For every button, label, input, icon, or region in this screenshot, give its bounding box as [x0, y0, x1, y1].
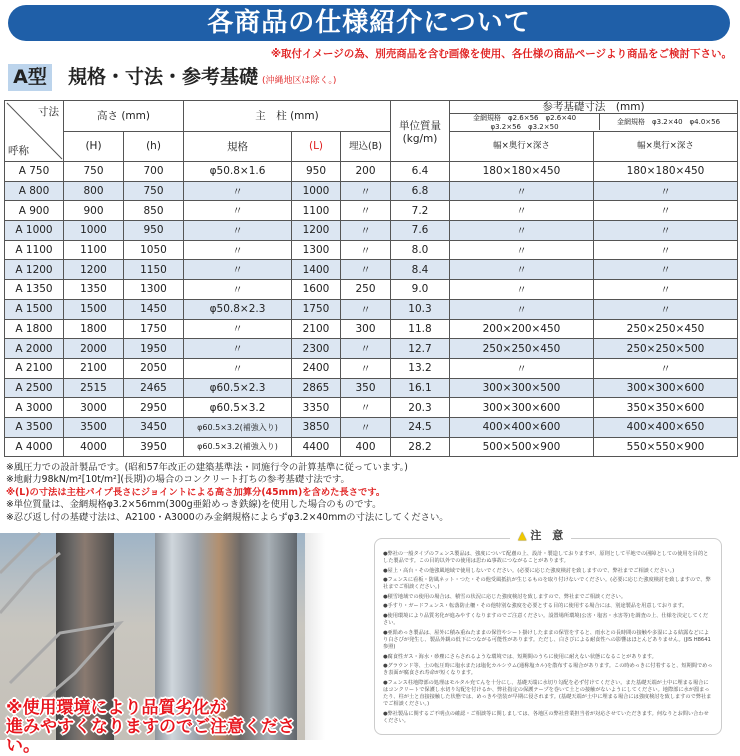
table-cell: 12.7 — [391, 339, 450, 359]
table-cell: 10.3 — [391, 299, 450, 319]
table-cell: 3350 — [292, 398, 341, 418]
table-cell: 6.4 — [391, 162, 450, 182]
table-cell: 1100 — [64, 240, 124, 260]
table-cell: 2950 — [124, 398, 184, 418]
table-cell: 750 — [64, 162, 124, 182]
table-cell: 〃 — [594, 201, 738, 221]
photo-caption — [6, 699, 325, 756]
caution-item: ●使用環境により品質劣化が進みやすくなりますのでご注意ください。設置場所環境(公害・塩害・水害等)を調査の上、仕様を決定してください。 — [383, 612, 709, 627]
table-cell: 〃 — [450, 181, 594, 201]
table-cell: 3000 — [64, 398, 124, 418]
table-cell: 〃 — [341, 398, 391, 418]
table-cell: 1200 — [64, 260, 124, 280]
footnote: ※忍び返し付の基礎寸法は、A2100・A3000のみ金網規格によらずφ3.2×40mmの寸法にしてください。 — [6, 511, 449, 523]
table-cell: 〃 — [594, 280, 738, 300]
table-cell: 1200 — [292, 221, 341, 241]
table-cell: 1950 — [124, 339, 184, 359]
table-cell: 2100 — [64, 358, 124, 378]
table-row — [5, 240, 738, 260]
table-cell: 28.2 — [391, 437, 450, 457]
mass-label: 単位質量 — [399, 119, 441, 132]
mass-header — [391, 101, 450, 162]
table-cell: 950 — [292, 162, 341, 182]
footnote: ※風圧力での設計製品です。(昭和57年改正の建築基準法・同施行令の計算基準に従っています。) — [6, 462, 408, 473]
caution-item: ●弊社の一般タイプのフェンス製品は、強度について配慮の上、設計・製造しておりますが、原則として平地での囲障としての使用を目的とした製品です。この目的以外での使用は思わぬ事故につながることがあります。 — [383, 551, 709, 565]
table-cell: 300×300×500 — [450, 378, 594, 398]
table-cell: φ50.8×1.6 — [184, 162, 292, 182]
table-cell: 350 — [341, 378, 391, 398]
table-cell: 1400 — [292, 260, 341, 280]
table-cell: 24.5 — [391, 417, 450, 437]
table-cell: A 3000 — [5, 398, 64, 418]
table-cell: 〃 — [341, 299, 391, 319]
col-spec: 規格 — [184, 131, 292, 162]
table-cell: 300×300×600 — [594, 378, 738, 398]
table-row — [5, 437, 738, 457]
table-cell: φ60.5×3.2(補強入り) — [184, 417, 292, 437]
table-cell: 〃 — [184, 201, 292, 221]
table-cell: 〃 — [341, 181, 391, 201]
table-cell: A 750 — [5, 162, 64, 182]
table-cell: 300×300×600 — [450, 398, 594, 418]
table-row — [5, 260, 738, 280]
table-cell: 7.2 — [391, 201, 450, 221]
col-h: (h) — [124, 131, 184, 162]
table-cell: 2465 — [124, 378, 184, 398]
table-cell: 2100 — [292, 319, 341, 339]
col-dim-a: 幅×奥行×深さ — [450, 131, 594, 162]
table-cell: 2300 — [292, 339, 341, 359]
caution-heading — [510, 527, 571, 545]
table-cell: 180×180×450 — [450, 162, 594, 182]
table-cell: A 1500 — [5, 299, 64, 319]
photo-caption-line: ※使用環境により品質劣化が — [6, 698, 227, 718]
table-cell: 300 — [341, 319, 391, 339]
table-cell: 13.2 — [391, 358, 450, 378]
mass-unit: (kg/m) — [402, 132, 438, 145]
table-cell: 〃 — [450, 201, 594, 221]
table-cell: 〃 — [341, 201, 391, 221]
table-cell: 〃 — [450, 260, 594, 280]
table-cell: 〃 — [184, 181, 292, 201]
table-cell: 〃 — [450, 358, 594, 378]
table-cell: 〃 — [184, 240, 292, 260]
table-cell: 6.8 — [391, 181, 450, 201]
table-row — [5, 417, 738, 437]
table-cell: 1300 — [124, 280, 184, 300]
table-cell: 2400 — [292, 358, 341, 378]
table-cell: 〃 — [184, 221, 292, 241]
table-cell: A 2500 — [5, 378, 64, 398]
table-cell: φ60.5×3.2 — [184, 398, 292, 418]
foundation-spec-a: 金網規格 φ2.6×56 φ2.6×40 φ3.2×56 φ3.2×50 — [450, 114, 600, 130]
table-cell: 〃 — [594, 358, 738, 378]
table-cell: 700 — [124, 162, 184, 182]
table-cell: A 1100 — [5, 240, 64, 260]
table-cell: 〃 — [450, 280, 594, 300]
table-cell: 8.0 — [391, 240, 450, 260]
table-cell: 16.1 — [391, 378, 450, 398]
table-row — [5, 201, 738, 221]
foundation-spec-b: 金網規格 φ3.2×40 φ4.0×56 — [617, 118, 721, 127]
caution-title: 注 意 — [530, 529, 564, 542]
table-row — [5, 378, 738, 398]
caution-item: ●亜鉛めっき製品は、屋外に積み重ねたままの保管やシート掛けしたままの保管をすると、雨水との長時間の接触や多湿による結露などにより白さびが発生し、製品外観の低下につながる可能性があります。ただし、白さびによる耐食性への影響はほとんどありません。(JIS H8641参照) — [383, 629, 711, 651]
foundation-title: 参考基礎寸法 (mm) — [450, 101, 737, 114]
table-cell: 1500 — [64, 299, 124, 319]
section-subtitle: (沖縄地区は除く。) — [262, 76, 337, 86]
table-cell: 400 — [341, 437, 391, 457]
caution-panel — [374, 529, 722, 735]
table-cell: 950 — [124, 221, 184, 241]
table-cell: 2000 — [64, 339, 124, 359]
table-cell: 9.0 — [391, 280, 450, 300]
table-cell: 〃 — [341, 358, 391, 378]
caution-item: ●腐食性ガス・海水・砂塵にさらされるような環境では、短期間のうちに使用に耐えない状態になることがあります。 — [383, 653, 657, 660]
table-cell: A 4000 — [5, 437, 64, 457]
footnote: ※地耐力98kN/m²[10t/m²](長期)の場合のコンクリート打ちの参考基礎寸法です。 — [6, 474, 350, 486]
footnote-highlight: ※(L)の寸法は主柱パイプ長さにジョイントによる高さ加算分(45mm)を含めた長さです。 — [6, 486, 386, 498]
caution-item: ●積雪地域での使用の場合は、積雪の状況に応じた強度検討を致しますので、弊社までご相談ください。 — [383, 593, 627, 600]
table-row — [5, 358, 738, 378]
table-cell: 550×550×900 — [594, 437, 738, 457]
table-row — [5, 319, 738, 339]
height-header: 高さ (mm) — [64, 101, 184, 132]
table-cell: 4000 — [64, 437, 124, 457]
col-dim-b: 幅×奥行×深さ — [594, 131, 738, 162]
table-cell: A 800 — [5, 181, 64, 201]
table-row — [5, 398, 738, 418]
table-cell: 〃 — [450, 221, 594, 241]
table-cell: 400×400×650 — [594, 417, 738, 437]
table-cell: 〃 — [184, 339, 292, 359]
table-cell: 200 — [341, 162, 391, 182]
table-cell: 〃 — [594, 221, 738, 241]
spec-table — [4, 100, 738, 457]
table-cell: 〃 — [341, 221, 391, 241]
table-cell: 〃 — [341, 417, 391, 437]
table-row — [5, 162, 738, 182]
table-cell: 250×250×500 — [594, 339, 738, 359]
caution-item: ●手すり・ガードフェンス・転落防止柵・その他特別な強度を必要とする目的に使用する場合には、別途製品を用意しております。 — [383, 603, 688, 610]
table-cell: 180×180×450 — [594, 162, 738, 182]
table-row — [5, 280, 738, 300]
table-cell: φ60.5×2.3 — [184, 378, 292, 398]
table-cell: 1000 — [64, 221, 124, 241]
table-cell: 1100 — [292, 201, 341, 221]
foundation-header — [450, 101, 738, 132]
table-cell: A 3500 — [5, 417, 64, 437]
table-cell: 250×250×450 — [450, 339, 594, 359]
table-cell: 350×350×600 — [594, 398, 738, 418]
table-row — [5, 339, 738, 359]
table-cell: 1300 — [292, 240, 341, 260]
col-L: (L) — [292, 131, 341, 162]
table-cell: A 1800 — [5, 319, 64, 339]
table-cell: 3850 — [292, 417, 341, 437]
table-cell: 1450 — [124, 299, 184, 319]
table-cell: 1350 — [64, 280, 124, 300]
table-cell: 4400 — [292, 437, 341, 457]
table-cell: 3500 — [64, 417, 124, 437]
table-cell: 1150 — [124, 260, 184, 280]
table-cell: A 2100 — [5, 358, 64, 378]
page-banner: 各商品の仕様紹介について — [8, 5, 730, 41]
table-cell: 750 — [124, 181, 184, 201]
table-cell: 200×200×450 — [450, 319, 594, 339]
table-cell: 1000 — [292, 181, 341, 201]
table-cell: 1050 — [124, 240, 184, 260]
corner-bottom-label: 呼称 — [8, 145, 29, 157]
col-B: 埋込(B) — [341, 131, 391, 162]
table-row — [5, 299, 738, 319]
table-cell: 2050 — [124, 358, 184, 378]
image-disclaimer: ※取付イメージの為、別売商品を含む画像を使用、各仕様の商品ページより商品をご検討下さい。 — [270, 48, 732, 60]
table-cell: 400×400×600 — [450, 417, 594, 437]
table-cell: 850 — [124, 201, 184, 221]
table-cell: 〃 — [594, 240, 738, 260]
table-cell: 3450 — [124, 417, 184, 437]
table-cell: 〃 — [594, 260, 738, 280]
type-badge: A型 — [8, 64, 52, 91]
corner-header — [5, 101, 64, 162]
table-cell: 500×500×900 — [450, 437, 594, 457]
table-cell: A 1000 — [5, 221, 64, 241]
col-H: (H) — [64, 131, 124, 162]
table-cell: 1800 — [64, 319, 124, 339]
table-cell: 〃 — [341, 240, 391, 260]
table-cell: 800 — [64, 181, 124, 201]
table-cell: 〃 — [341, 260, 391, 280]
table-cell: 〃 — [450, 240, 594, 260]
table-cell: 11.8 — [391, 319, 450, 339]
footnotes — [6, 462, 449, 524]
table-row — [5, 221, 738, 241]
caution-list — [383, 551, 713, 725]
table-row — [5, 181, 738, 201]
table-cell: A 2000 — [5, 339, 64, 359]
table-cell: 〃 — [184, 260, 292, 280]
corner-top-label: 寸法 — [38, 106, 59, 118]
post-header: 主 柱 (mm) — [184, 101, 391, 132]
caution-item: ●屋上・高台・その他強風地域で使用しないでください。(必要に応じた強度検討を致しますので、弊社までご相談ください。) — [383, 567, 675, 574]
table-cell: φ50.8×2.3 — [184, 299, 292, 319]
footnote: ※単位質量は、金網規格φ3.2×56mm(300g亜鉛めっき鉄線)を使用した場合のものです。 — [6, 499, 382, 511]
table-cell: 250 — [341, 280, 391, 300]
table-cell: 3950 — [124, 437, 184, 457]
table-cell: 〃 — [341, 339, 391, 359]
table-cell: 1600 — [292, 280, 341, 300]
section-title: 規格・寸法・参考基礎 — [68, 66, 259, 88]
section-heading — [68, 64, 336, 95]
table-cell: 8.4 — [391, 260, 450, 280]
table-cell: 〃 — [594, 299, 738, 319]
table-cell: 〃 — [184, 280, 292, 300]
table-cell: 〃 — [184, 358, 292, 378]
table-cell: 20.3 — [391, 398, 450, 418]
table-cell: 2515 — [64, 378, 124, 398]
table-cell: 900 — [64, 201, 124, 221]
table-cell: A 1200 — [5, 260, 64, 280]
table-cell: 250×250×450 — [594, 319, 738, 339]
table-cell: 〃 — [450, 299, 594, 319]
table-cell: A 1350 — [5, 280, 64, 300]
caution-item: ●弊社製品に関するご不明点の確認・ご相談等に関しましては、各地区の弊社営業担当者が対応させていただきます。何なりとお問い合わせください。 — [383, 710, 709, 725]
warning-triangle-icon: ▲ — [518, 529, 527, 542]
table-cell: 1750 — [292, 299, 341, 319]
corrosion-photo — [0, 533, 325, 756]
caution-item: ●フェンスに看板・防風ネット・つた・その他受風抵抗が生じるものを取り付けないでください。(必要に応じた強度検討を致しますので、弊社までご相談ください。) — [383, 577, 711, 591]
table-cell: 1750 — [124, 319, 184, 339]
caution-item: ●グラウンド等、土の転圧時に塩水または塩化カルシウム(通称塩カル)を散布する場合があります。この時めっきに付着すると、短期間でめっき表面が腐食され寿命が短くなります。 — [383, 663, 713, 677]
table-cell: 7.6 — [391, 221, 450, 241]
caution-item: ●フェンス柱地際部の処理はモルタル充てんを十分にし、基礎天端に水切り勾配を必ず付けてください。また基礎天端が土中に埋まる場合にはコンクリートで保護し水切り勾配を付けるか、弊社指定の保護テープを巻いて土との接触がないようにしてください。地際部に水が溜まったり、柱が土と直接接触した状態では、めっきや塗装が早期に侵されます。(基礎天端が土中に埋まる場合には強度検討を致しますので弊社までご相談ください。) — [383, 679, 712, 708]
table-cell: 〃 — [184, 319, 292, 339]
photo-caption-line: 進みやすくなりますのでご注意ください。 — [6, 717, 295, 756]
table-cell: φ60.5×3.2(補強入り) — [184, 437, 292, 457]
table-cell: A 900 — [5, 201, 64, 221]
table-cell: 2865 — [292, 378, 341, 398]
table-cell: 〃 — [594, 181, 738, 201]
